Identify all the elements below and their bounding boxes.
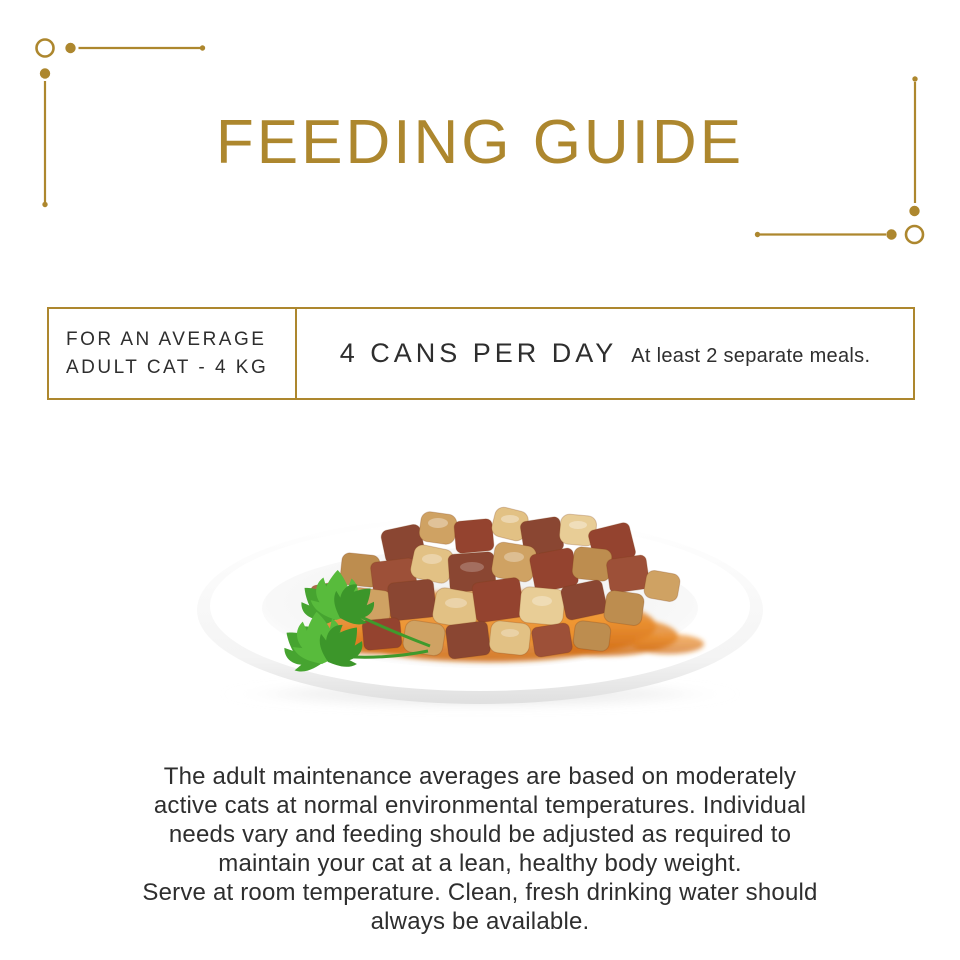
meals-note-text: At least 2 separate meals.	[631, 345, 871, 367]
footnote-line: Serve at room temperature. Clean, fresh drinking water should	[142, 879, 818, 906]
page-title: FEEDING GUIDE	[215, 108, 745, 177]
footnote	[0, 762, 960, 936]
footnote-line: active cats at normal environmental temperatures. Individual	[153, 792, 807, 819]
amount-row	[340, 338, 871, 369]
footnote-line: always be available.	[370, 908, 590, 935]
cans-per-day-text: 4 CANS PER DAY	[339, 338, 618, 368]
cat-food-plate-photo	[178, 498, 782, 724]
plate-illustration	[178, 498, 782, 724]
subject-line-1: FOR AN AVERAGE	[66, 328, 267, 350]
feeding-table-subject-cell	[49, 309, 297, 398]
footnote-line: The adult maintenance averages are based on moderately	[163, 763, 797, 790]
footnote-line: maintain your cat at a lean, healthy body weight.	[218, 850, 742, 877]
footnote-line: needs vary and feeding should be adjusted as required to	[168, 821, 792, 848]
feeding-table-amount-cell	[297, 309, 913, 398]
subject-line-2: ADULT CAT - 4 KG	[66, 356, 269, 378]
feeding-table	[47, 307, 915, 400]
